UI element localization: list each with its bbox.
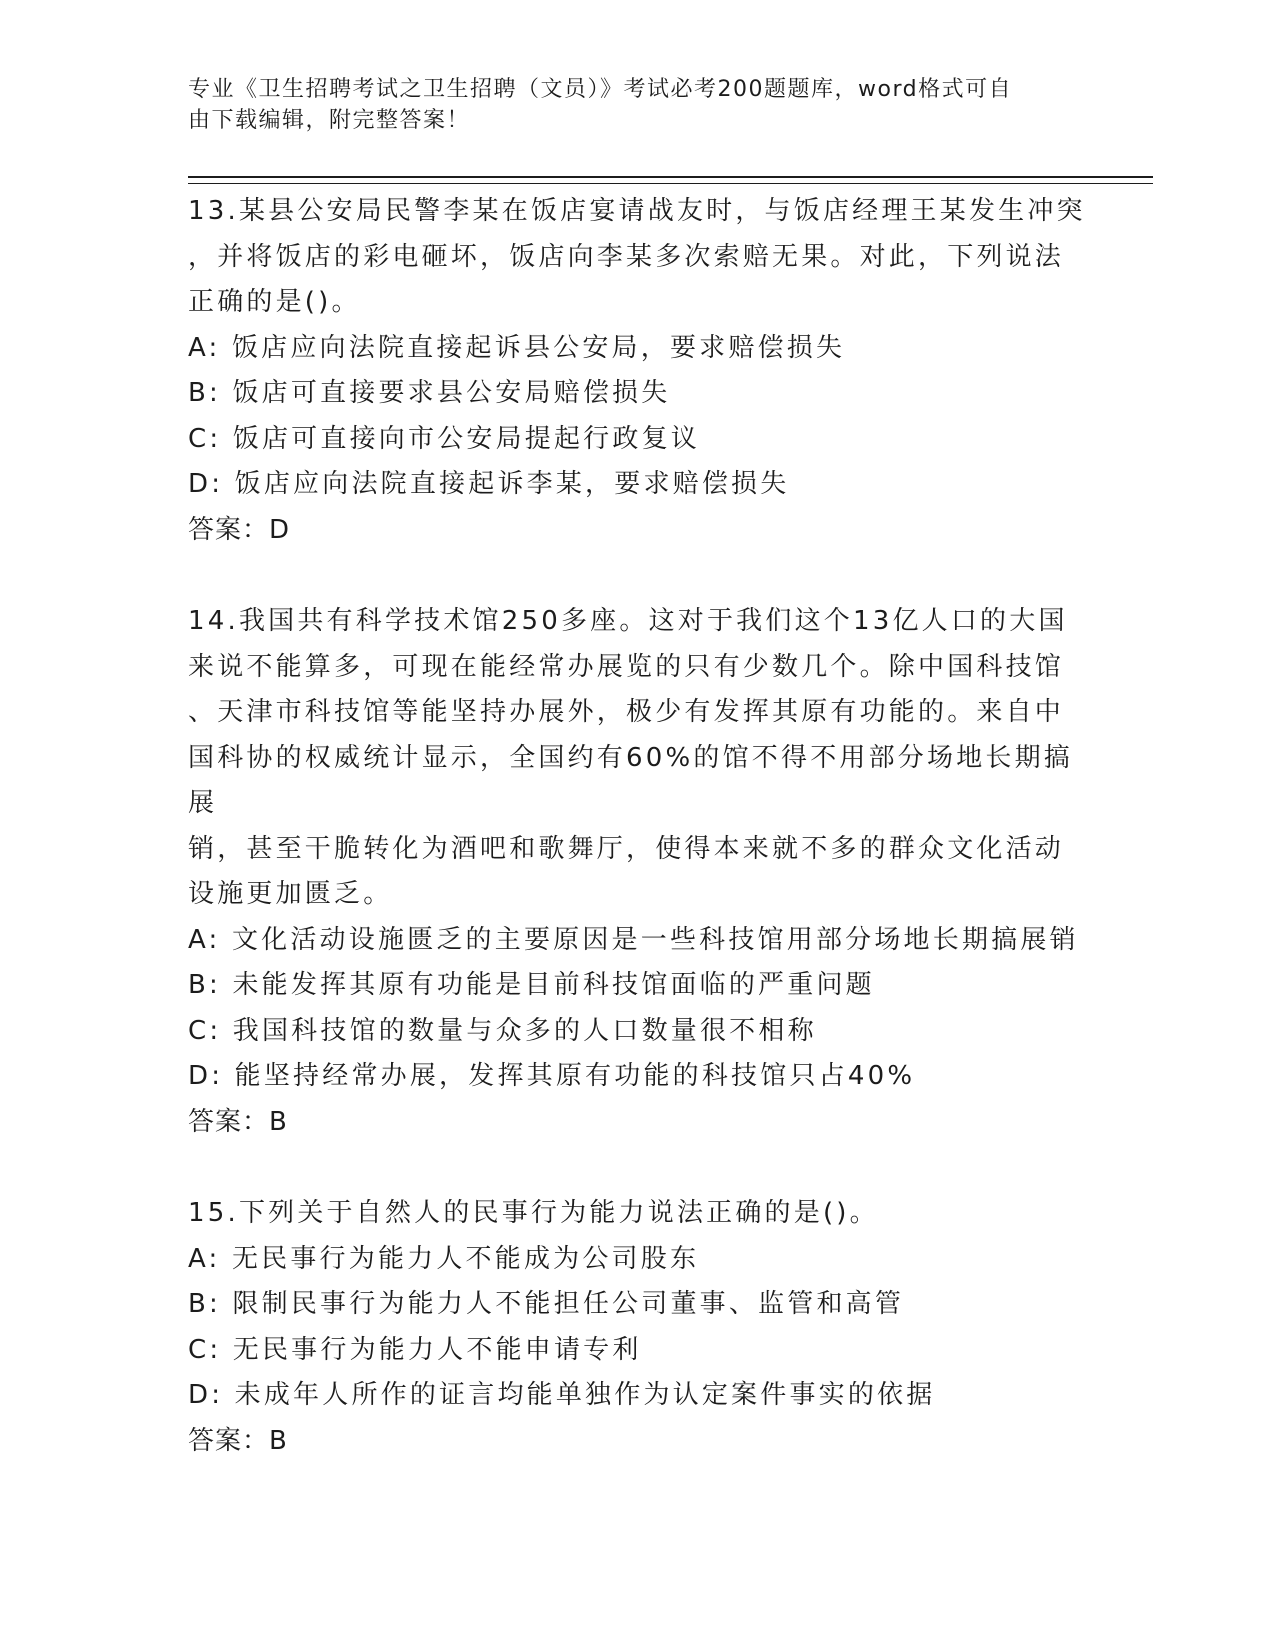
question-stem-line: 销，甚至干脆转化为酒吧和歌舞厅，使得本来就不多的群众文化活动 [188, 833, 1065, 864]
option-c: C: 饭店可直接向市公安局提起行政复议 [188, 423, 700, 454]
option-a: A: 无民事行为能力人不能成为公司股东 [188, 1243, 700, 1274]
question-list [188, 189, 1088, 1510]
question-13 [188, 189, 1088, 553]
option-b: B: 饭店可直接要求县公安局赔偿损失 [188, 378, 671, 408]
option-d: D: 未成年人所作的证言均能单独作为认定案件事实的依据 [188, 1380, 936, 1410]
question-stem-line: 13.某县公安局民警李某在饭店宴请战友时，与饭店经理王某发生冲突 [188, 196, 1086, 226]
question-stem-line: 国科协的权威统计显示，全国约有60%的馆不得不用部分场地长期搞展 [188, 742, 1073, 818]
question-15 [188, 1191, 1088, 1464]
option-d: D: 能坚持经常办展，发挥其原有功能的科技馆只占40% [188, 1061, 916, 1091]
option-d: D: 饭店应向法院直接起诉李某，要求赔偿损失 [188, 469, 790, 499]
question-14 [188, 599, 1088, 1145]
header-divider-thin [188, 183, 1153, 184]
question-stem-line: 15.下列关于自然人的民事行为能力说法正确的是()。 [188, 1198, 879, 1228]
question-stem-line: ，并将饭店的彩电砸坏，饭店向李某多次索赔无果。对此，下列说法 [188, 241, 1065, 272]
document-header [188, 74, 1088, 136]
header-line-1: 专业《卫生招聘考试之卫生招聘（文员）》考试必考200题题库，word格式可自 [188, 77, 1013, 102]
option-a: A: 饭店应向法院直接起诉县公安局，要求赔偿损失 [188, 332, 846, 363]
question-stem-line: 正确的是()。 [188, 287, 361, 317]
question-stem-line: 14.我国共有科学技术馆250多座。这对于我们这个13亿人口的大国 [188, 606, 1068, 636]
question-stem-line: 、天津市科技馆等能坚持办展外，极少有发挥其原有功能的。来自中 [188, 697, 1065, 727]
header-line-2: 由下载编辑，附完整答案！ [188, 108, 471, 133]
option-c: C: 我国科技馆的数量与众多的人口数量很不相称 [188, 1015, 817, 1046]
question-stem-line: 设施更加匮乏。 [188, 879, 393, 909]
answer-label: 答案：D [188, 514, 291, 545]
header-divider-thick [188, 176, 1153, 178]
option-c: C: 无民事行为能力人不能申请专利 [188, 1334, 642, 1365]
question-stem-line: 来说不能算多，可现在能经常办展览的只有少数几个。除中国科技馆 [188, 651, 1065, 682]
answer-label: 答案：B [188, 1425, 288, 1456]
answer-label: 答案：B [188, 1106, 288, 1137]
option-b: B: 未能发挥其原有功能是目前科技馆面临的严重问题 [188, 970, 875, 1000]
option-b: B: 限制民事行为能力人不能担任公司董事、监管和高管 [188, 1289, 905, 1319]
option-a: A: 文化活动设施匮乏的主要原因是一些科技馆用部分场地长期搞展销 [188, 924, 1079, 955]
